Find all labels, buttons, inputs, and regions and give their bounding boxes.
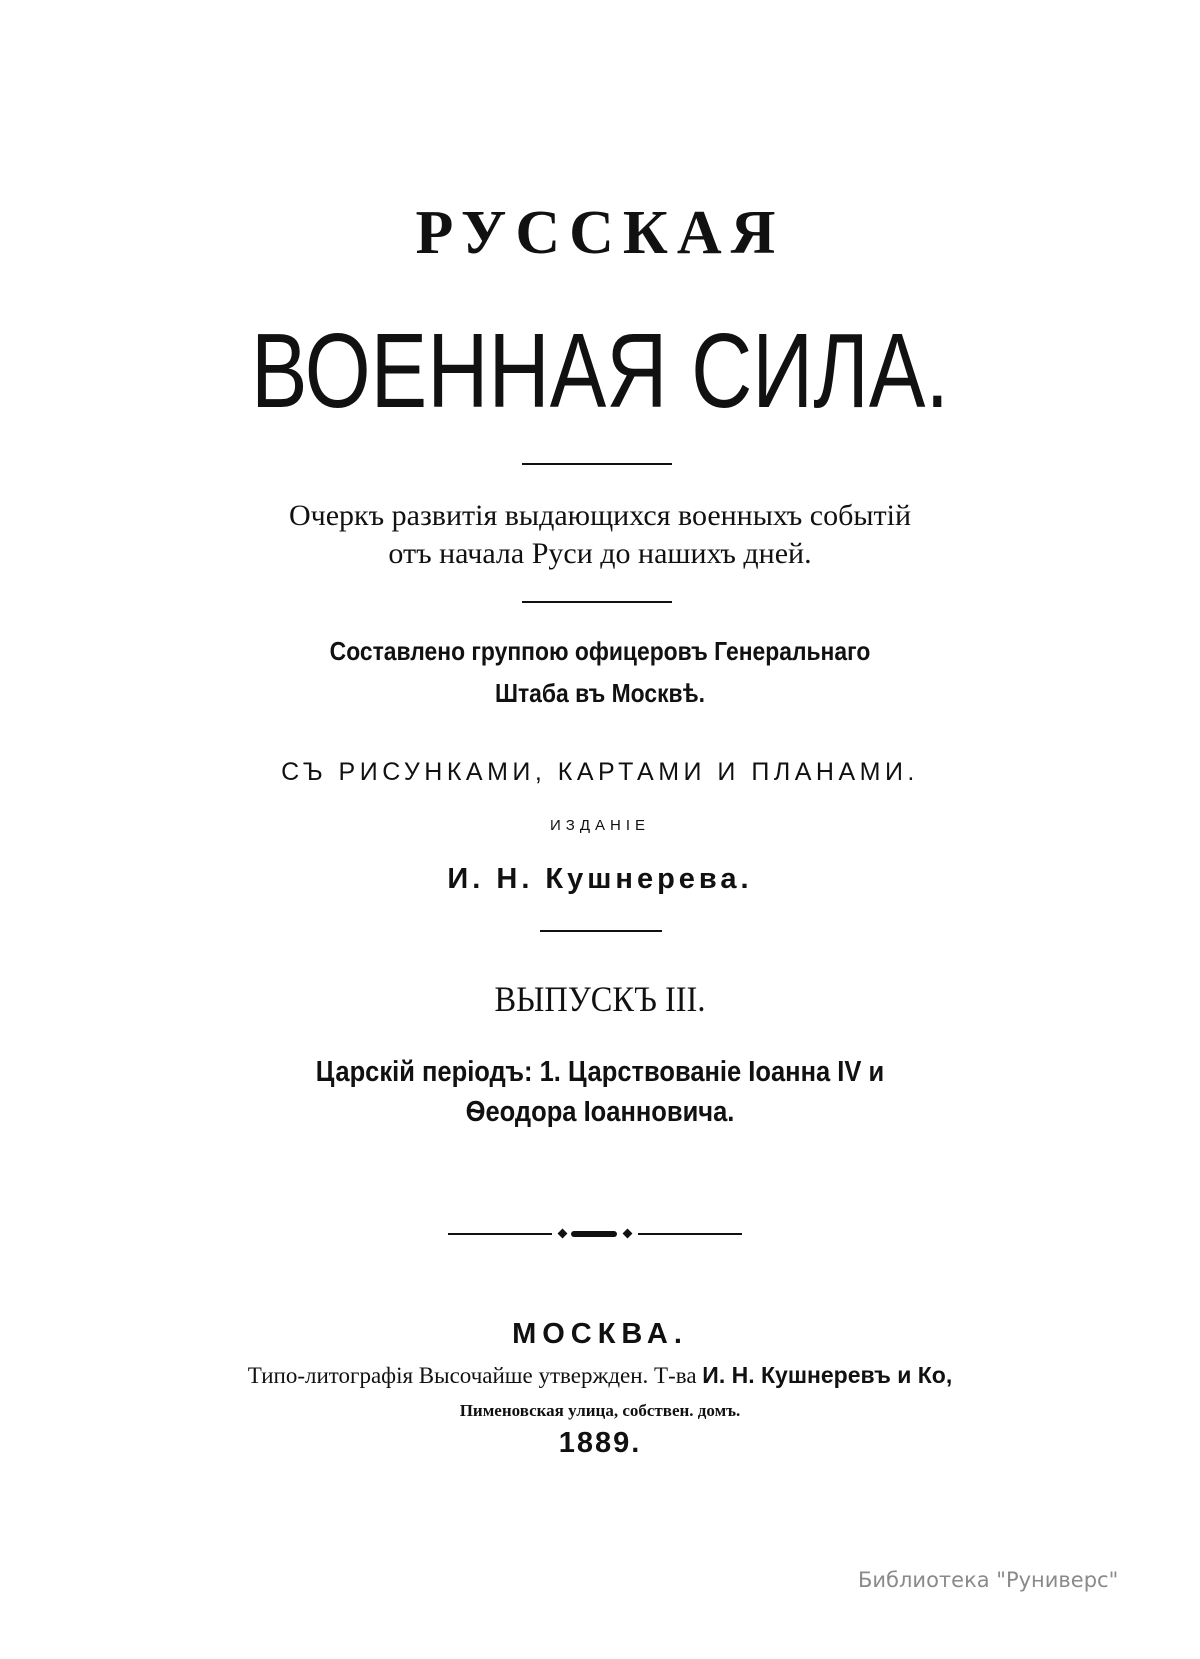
ornament-rule-left <box>448 1233 552 1235</box>
compiled-by-line-2: Штаба въ Москвѣ. <box>494 678 706 708</box>
ornament-center-bar <box>571 1231 617 1237</box>
publisher-name: И. Н. Кушнерева. <box>447 863 753 895</box>
issue-number: ВЫПУСКЪ III. <box>494 979 706 1019</box>
library-watermark: Библиотека "Руниверс" <box>858 1568 1119 1592</box>
divider-rule <box>522 601 672 603</box>
illustrations-note: СЪ РИСУНКАМИ, КАРТАМИ И ПЛАНАМИ. <box>281 758 919 786</box>
divider-rule <box>540 930 662 932</box>
imprint-printer <box>0 1362 1200 1389</box>
title-line-2: ВОЕННАЯ СИЛА. <box>250 312 950 430</box>
subtitle-line-1: Очеркъ развитія выдающихся военныхъ событій <box>288 499 912 532</box>
subtitle-line-2: отъ начала Руси до нашихъ дней. <box>388 537 812 570</box>
imprint-city: МОСКВА. <box>512 1318 688 1350</box>
ornament-diamond-left <box>558 1229 568 1239</box>
ornament-rule-right <box>638 1233 742 1235</box>
imprint-street: Пименовская улица, собствен. домъ. <box>459 1401 741 1420</box>
ornament-diamond-right <box>623 1229 633 1239</box>
compiled-by-line-1: Составлено группою офицеровъ Генеральнаго <box>329 636 871 666</box>
imprint-year: 1889. <box>558 1427 642 1459</box>
title-line-1: РУССКАЯ <box>415 199 785 267</box>
edition-label: ИЗДАНІЕ <box>549 817 650 834</box>
printer-name: И. Н. Кушнеревъ и Ко, <box>702 1362 953 1388</box>
printer-prefix: Типо-литографія Высочайше утвержден. Т-ва <box>247 1363 703 1388</box>
period-line-1: Царскій періодъ: 1. Царствованіе Іоанна IV и <box>315 1056 885 1088</box>
period-line-2: Ѳеодора Іоанновича. <box>465 1096 735 1128</box>
divider-rule <box>522 463 672 465</box>
